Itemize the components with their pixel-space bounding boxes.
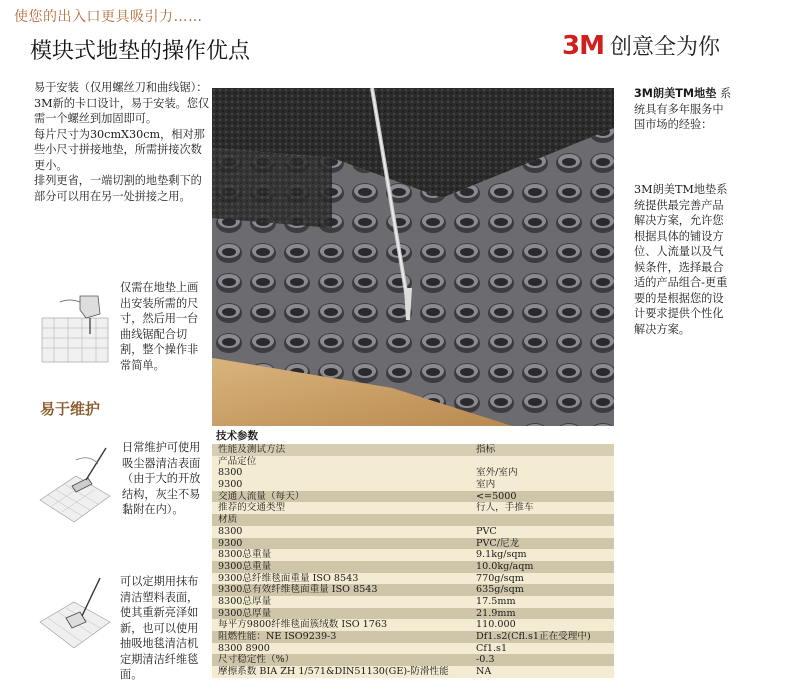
spec-parameter: 摩擦系数 BIA ZH 1/571&DIN51130(GE)-防滑性能: [218, 666, 449, 678]
spec-row: [212, 561, 614, 573]
brand-logo: 3M: [562, 31, 604, 61]
spec-value: Cf1.s1: [476, 642, 508, 654]
spec-row: [212, 654, 614, 666]
spec-parameter: 交通人流量（每天）: [218, 490, 305, 502]
spec-value: 635g/sqm: [476, 584, 524, 596]
spec-parameter: 8300: [218, 467, 243, 479]
install-paragraph-3: 排列更省，一端切割的地垫剩下的部分可以用在另一处拼接之用。: [34, 174, 202, 203]
brand-slogan: 创意全为你: [609, 35, 720, 60]
spec-row: [212, 491, 614, 503]
spec-row: [212, 514, 614, 526]
spec-row: [212, 526, 614, 538]
spec-parameter: 8300总重量: [218, 549, 272, 561]
page-title: 模块式地垫的操作优点: [30, 39, 251, 64]
spec-value: 室内: [476, 479, 496, 491]
spec-parameter: 材质: [218, 514, 238, 526]
spec-value: [476, 456, 614, 468]
spec-parameter: 9300: [218, 537, 243, 549]
spec-value: 9.1kg/sqm: [476, 549, 527, 561]
spec-parameter: 性能及测试方法: [218, 444, 286, 455]
spec-row: [212, 666, 614, 678]
spec-value: <=5000: [476, 490, 517, 502]
spec-value: 指标: [476, 444, 496, 455]
spec-value: 行人，手推车: [476, 502, 534, 514]
spec-row: [212, 619, 614, 631]
spec-value: NA: [476, 666, 492, 678]
spec-row: [212, 643, 614, 655]
brand: [562, 30, 720, 61]
spec-row: [212, 549, 614, 561]
spec-parameter: 产品定位: [218, 455, 257, 467]
spec-value: 110.000: [476, 619, 516, 631]
spec-row: [212, 444, 614, 456]
spec-row: [212, 502, 614, 514]
spec-rows: [212, 444, 614, 678]
spec-row: [212, 479, 614, 491]
spec-parameter: 9300总纤维毯面重量 ISO 8543: [218, 572, 359, 584]
spec-title: 技术参数: [212, 428, 614, 444]
spec-value: PVC/尼龙: [476, 537, 520, 549]
maintenance-cloth-text: 可以定期用抹布清洁塑料表面，使其重新亮泽如新，也可以使用抽吸地毯清洁机定期清洁纤维毯面。: [120, 575, 199, 681]
jigsaw-sketch-image: [40, 288, 110, 366]
spec-value: Df1.s2(Cfl.s1正在受理中): [476, 631, 591, 642]
spec-parameter: 9300: [218, 479, 243, 491]
spec-row: [212, 608, 614, 620]
maintenance-heading: 易于维护: [40, 400, 101, 418]
spec-value: [476, 514, 614, 526]
experience-text: [634, 86, 734, 133]
install-paragraph-1: 3M新的卡口设计，易于安装。您仅需一个螺丝到加固即可。: [34, 96, 210, 125]
spec-value: 770g/sqm: [476, 572, 524, 584]
spec-parameter: 推荐的交通类型: [218, 502, 286, 514]
install-paragraph-2: 每片尺寸为30cmX30cm，相对那些小尺寸拼接地垫，所需拼接次数更小。: [34, 127, 205, 172]
spec-row: [212, 456, 614, 468]
spec-row: [212, 584, 614, 596]
spec-parameter: 8300总厚量: [218, 595, 272, 607]
spec-parameter: 8300 8900: [218, 642, 270, 654]
solution-text: 3M朗美TM地垫系统提供最完善产品解决方案，允许您根据具体的铺设方位、人流量以及气候条件，选择最合适的产品组合-更重要的是根据您的设计要求提供个性化解决方案。: [634, 183, 728, 336]
spec-row: [212, 596, 614, 608]
spec-parameter: 每平方9800纤维毯面簇绒数 ISO 1763: [218, 619, 388, 631]
vacuum-sketch-image: [36, 440, 112, 526]
spec-parameter: 阻燃性能：NE ISO9239-3: [218, 631, 337, 642]
spec-parameter: 尺寸稳定性（%）: [218, 654, 295, 666]
spec-value: 室外/室内: [476, 467, 518, 479]
spec-value: 21.9mm: [476, 607, 516, 619]
experience-paragraph: 系统具有多年服务中国市场的经验：: [634, 87, 732, 131]
install-paragraph-4: 仅需在地垫上画出安装所需的尺寸，然后用一台曲线锯配合切割，整个操作非常简单。: [120, 281, 199, 372]
spec-value: -0.3: [476, 654, 495, 666]
wipe-sketch-image: [36, 572, 112, 652]
install-heading: 易于安装（仅用螺丝刀和曲线锯）：: [34, 81, 208, 94]
spec-row: [212, 573, 614, 585]
spec-parameter: 9300总厚量: [218, 607, 272, 619]
spec-value: PVC: [476, 525, 497, 537]
spec-value: 10.0kg/aqm: [476, 560, 534, 572]
spec-table: [212, 428, 614, 678]
spec-parameter: 8300: [218, 525, 243, 537]
maintenance-vacuum-text: 日常维护可使用吸尘器清洁表面（由于大的开放结构，灰尘不易黏附在内）。: [122, 441, 201, 516]
spec-row: [212, 467, 614, 479]
spec-parameter: 9300总重量: [218, 560, 272, 572]
product-brand-name: 3M朗美TM地垫: [634, 87, 717, 100]
spec-row: [212, 538, 614, 550]
install-section: [34, 80, 212, 204]
spec-parameter: 9300总有效纤维毯面重量 ISO 8543: [218, 584, 378, 596]
spec-value: 17.5mm: [476, 595, 516, 607]
spec-row: [212, 631, 614, 643]
modular-mat-photo: [212, 88, 614, 426]
tagline: 使您的出入口更具吸引力……: [14, 9, 203, 25]
